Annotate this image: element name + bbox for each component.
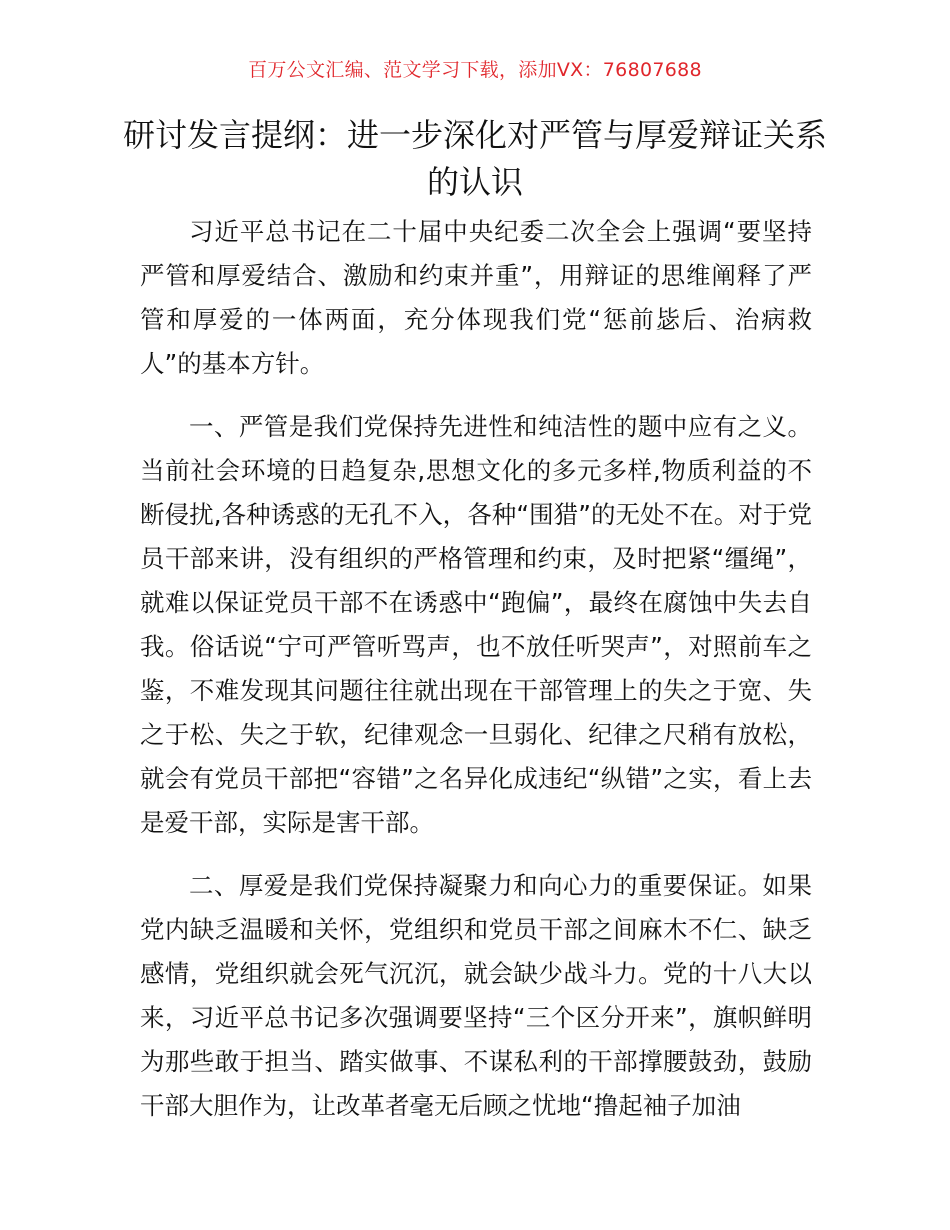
document-body [140, 210, 812, 1147]
paragraph-section-2: 二、厚爱是我们党保持凝聚力和向心力的重要保证。如果党内缺乏温暖和关怀，党组织和党员干部之间麻木不仁、缺乏感情，党组织就会死气沉沉，就会缺少战斗力。党的十八大以来，习近平总书记多次强调要坚持“三个区分开来”，旗帜鲜明为那些敢于担当、踏实做事、不谋私利的干部撑腰鼓劲，鼓励干部大胆作为，让改革者毫无后顾之忧地“撸起袖子加油 [140, 871, 812, 1120]
paragraph-section-1: 一、严管是我们党保持先进性和纯洁性的题中应有之义。当前社会环境的日趋复杂,思想文化的多元多样,物质利益的不断侵扰,各种诱惑的无孔不入，各种“围猎”的无处不在。对于党员干部来讲，没有组织的严格管理和约束，及时把紧“缰绳”，就难以保证党员干部不在诱惑中“跑偏”，最终在腐蚀中失去自我。俗话说“宁可严管听骂声，也不放任听哭声”，对照前车之鉴，不难发现其问题往往就出现在干部管理上的失之于宽、失之于松、失之于软，纪律观念一旦弱化、纪律之尺稍有放松，就会有党员干部把“容错”之名异化成违纪“纵错”之实，看上去是爱干部，实际是害干部。 [140, 412, 812, 837]
paragraph-intro: 习近平总书记在二十届中央纪委二次全会上强调“要坚持严管和厚爱结合、激励和约束并重”，用辩证的思维阐释了严管和厚爱的一体两面，充分体现我们党“惩前毖后、治病救人”的基本方针。 [140, 217, 812, 378]
document-title: 研讨发言提纲：进一步深化对严管与厚爱辩证关系的认识 [122, 116, 827, 201]
header-banner: 百万公文汇编、范文学习下载，添加VX：76807688 [248, 59, 702, 81]
